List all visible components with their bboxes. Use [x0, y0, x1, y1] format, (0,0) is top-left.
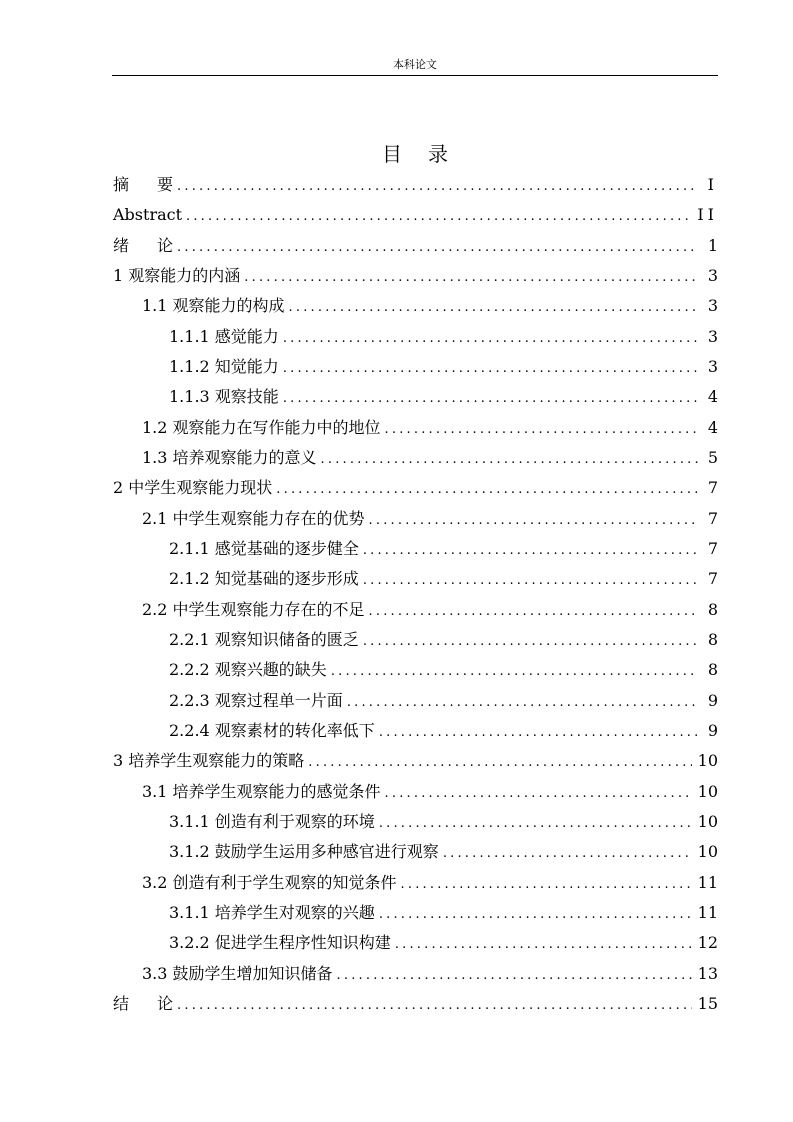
toc-entry[interactable]: [113, 291, 718, 321]
toc-entry[interactable]: [113, 928, 718, 958]
toc-entry-label: 2 中学生观察能力现状: [113, 478, 273, 498]
toc-dot-leader: [186, 202, 691, 232]
toc-entry-page: 7: [707, 478, 718, 498]
toc-entry-page: 12: [697, 933, 718, 953]
toc-entry-page: 10: [697, 811, 718, 831]
header-title: 本科论文: [393, 58, 437, 71]
toc-entry-page: 9: [707, 720, 718, 740]
toc-dot-leader: [379, 809, 692, 839]
toc-dot-leader: [283, 324, 698, 354]
toc-entry[interactable]: [113, 413, 718, 443]
toc-entry[interactable]: [113, 322, 718, 352]
toc-entry-label: 1 观察能力的内涵: [113, 265, 241, 285]
toc-dot-leader: [385, 779, 692, 809]
toc-entry-page: 7: [707, 538, 718, 558]
toc-entry-label: 2.1.1 感觉基础的逐步健全: [169, 538, 359, 558]
toc-entry-page: 4: [707, 387, 718, 407]
toc-entry-label: 3.2.2 促进学生程序性知识构建: [169, 933, 391, 953]
toc-entry-page: 15: [697, 993, 718, 1013]
toc-entry-label: 1.2 观察能力在写作能力中的地位: [142, 417, 381, 437]
toc-dot-leader: [379, 900, 692, 930]
toc-entry-page: 11: [697, 902, 718, 922]
toc-entry-page: 8: [707, 599, 718, 619]
toc-entry[interactable]: [113, 777, 718, 807]
toc-entry-label: 2.1.2 知觉基础的逐步形成: [169, 569, 359, 589]
toc-entry[interactable]: [113, 746, 718, 776]
toc-entry[interactable]: [113, 473, 718, 503]
toc-dot-leader: [369, 506, 698, 536]
toc-entry-label: 2.1 中学生观察能力存在的优势: [142, 508, 365, 528]
toc-entry-page: 13: [697, 963, 718, 983]
toc-dot-leader: [244, 263, 698, 293]
toc-entry[interactable]: [113, 868, 718, 898]
toc-entry-label: 2.2.4 观察素材的转化率低下: [169, 720, 375, 740]
toc-dot-leader: [321, 445, 698, 475]
toc-entry-label: 3.1 培养学生观察能力的感觉条件: [142, 781, 381, 801]
toc-entry-label: 1.1 观察能力的构成: [142, 296, 285, 316]
toc-entry[interactable]: [113, 595, 718, 625]
toc-entry-label: 1.3 培养观察能力的意义: [142, 447, 317, 467]
page-header: [112, 0, 718, 76]
toc-dot-leader: [401, 870, 692, 900]
toc-dot-leader: [283, 354, 698, 384]
toc-entry-page: 10: [697, 781, 718, 801]
toc-entry-label: 2.2 中学生观察能力存在的不足: [142, 599, 365, 619]
toc-entry[interactable]: [113, 959, 718, 989]
toc-entry-page: 3: [707, 356, 718, 376]
toc-dot-leader: [276, 475, 698, 505]
toc-entry-label: 3.1.1 创造有利于观察的环境: [169, 811, 375, 831]
toc-entry-label: Abstract: [113, 205, 183, 225]
toc-entry-page: 9: [707, 690, 718, 710]
toc-entry[interactable]: [113, 534, 718, 564]
table-of-contents: [113, 170, 718, 1019]
toc-entry[interactable]: [113, 352, 718, 382]
toc-entry-page: 3: [707, 296, 718, 316]
toc-dot-leader: [289, 293, 698, 323]
toc-entry[interactable]: [113, 716, 718, 746]
toc-dot-leader: [385, 415, 698, 445]
toc-dot-leader: [177, 991, 692, 1021]
toc-entry-page: 1: [707, 235, 718, 255]
toc-entry-label: 2.2.2 观察兴趣的缺失: [169, 660, 327, 680]
toc-entry-page: 5: [707, 447, 718, 467]
toc-entry-label: 3 培养学生观察能力的策略: [113, 751, 305, 771]
toc-entry-label: 1.1.1 感觉能力: [169, 326, 279, 346]
toc-entry-label: 3.2 创造有利于学生观察的知觉条件: [142, 872, 397, 892]
toc-entry-page: 10: [697, 751, 718, 771]
toc-entry-label: 结论: [113, 993, 174, 1013]
toc-entry-page: 3: [707, 265, 718, 285]
toc-dot-leader: [395, 930, 692, 960]
toc-dot-leader: [283, 384, 698, 414]
toc-entry[interactable]: [113, 504, 718, 534]
toc-entry-label: 2.2.3 观察过程单一片面: [169, 690, 343, 710]
toc-entry[interactable]: [113, 898, 718, 928]
toc-entry[interactable]: [113, 231, 718, 261]
toc-dot-leader: [363, 566, 698, 596]
toc-entry-page: 10: [697, 842, 718, 862]
toc-entry-page: II: [697, 205, 718, 225]
toc-entry[interactable]: [113, 564, 718, 594]
toc-dot-leader: [363, 536, 698, 566]
toc-dot-leader: [177, 172, 698, 202]
toc-entry-page: 8: [707, 629, 718, 649]
toc-entry-page: 3: [707, 326, 718, 346]
toc-dot-leader: [337, 961, 692, 991]
toc-entry-page: 11: [697, 872, 718, 892]
toc-entry-page: 4: [707, 417, 718, 437]
toc-dot-leader: [379, 718, 698, 748]
toc-dot-leader: [331, 657, 698, 687]
toc-entry[interactable]: [113, 625, 718, 655]
toc-entry-page: 7: [707, 569, 718, 589]
toc-title: 目录: [382, 142, 474, 166]
toc-dot-leader: [177, 233, 698, 263]
toc-dot-leader: [347, 688, 698, 718]
toc-entry[interactable]: [113, 837, 718, 867]
toc-entry[interactable]: [113, 200, 718, 230]
toc-entry[interactable]: [113, 807, 718, 837]
toc-dot-leader: [443, 839, 692, 869]
toc-entry-page: 8: [707, 660, 718, 680]
toc-dot-leader: [369, 597, 698, 627]
toc-entry-label: 2.2.1 观察知识储备的匮乏: [169, 629, 359, 649]
toc-entry[interactable]: [113, 686, 718, 716]
toc-entry[interactable]: [113, 382, 718, 412]
toc-entry[interactable]: [113, 989, 718, 1019]
toc-entry-label: 摘要: [113, 175, 174, 194]
toc-entry-label: 1.1.2 知觉能力: [169, 356, 279, 376]
toc-entry-label: 3.1.1 培养学生对观察的兴趣: [169, 902, 375, 922]
toc-entry-label: 3.3 鼓励学生增加知识储备: [142, 963, 333, 983]
toc-entry-label: 1.1.3 观察技能: [169, 387, 279, 407]
toc-entry-page: I: [707, 175, 718, 194]
toc-dot-leader: [308, 748, 691, 778]
toc-entry-page: 7: [707, 508, 718, 528]
toc-dot-leader: [363, 627, 698, 657]
toc-entry-label: 绪论: [113, 235, 174, 255]
toc-entry-label: 3.1.2 鼓励学生运用多种感官进行观察: [169, 842, 439, 862]
toc-entry[interactable]: [113, 170, 718, 200]
toc-entry[interactable]: [113, 443, 718, 473]
toc-entry[interactable]: [113, 655, 718, 685]
toc-entry[interactable]: [113, 261, 718, 291]
